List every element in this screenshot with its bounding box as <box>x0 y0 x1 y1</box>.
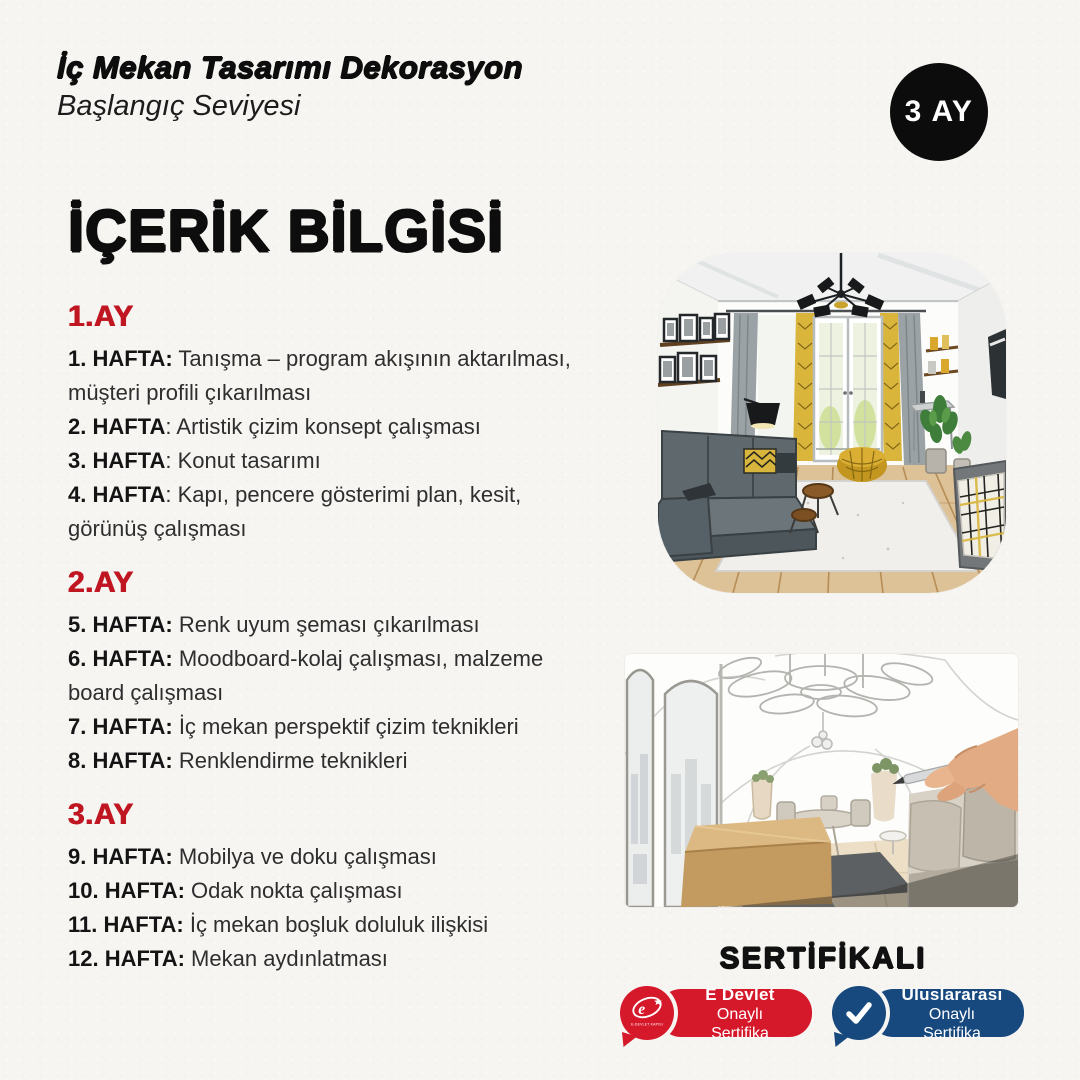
week-label: 6. HAFTA: <box>68 646 173 671</box>
week-item <box>68 874 588 908</box>
badge-subtitle: Onaylı Sertifika <box>923 1006 981 1042</box>
week-label: 2. HAFTA <box>68 414 166 439</box>
week-label: 10. HAFTA: <box>68 878 185 903</box>
living-room-illustration <box>658 253 1006 593</box>
badge-title: Uluslararası <box>901 985 1003 1004</box>
week-separator: : <box>165 414 172 439</box>
week-text: Tanışma – program akışının aktarılması, müşteri profili çıkarılması <box>68 346 571 405</box>
page-title: İÇERİK BİLGİSİ <box>68 199 505 264</box>
week-item <box>68 942 588 976</box>
week-text: İç mekan perspektif çizim teknikleri <box>172 714 519 739</box>
sofa <box>658 431 816 561</box>
week-item <box>68 608 588 642</box>
course-title: İç Mekan Tasarımı Dekorasyon <box>57 50 523 85</box>
week-text: Artistik çizim konsept çalışması <box>171 414 481 439</box>
badge-title: E Devlet <box>705 985 775 1004</box>
month-section-2 <box>68 566 588 778</box>
week-item <box>68 444 588 478</box>
e-devlet-pill <box>658 985 812 1042</box>
month-heading: 2.AY <box>68 566 134 599</box>
week-label: 3. HAFTA <box>68 448 166 473</box>
month-heading: 1.AY <box>68 300 134 333</box>
week-item <box>68 410 588 444</box>
blanket-chair <box>954 461 1006 571</box>
week-text: Mobilya ve doku çalışması <box>172 844 437 869</box>
week-separator: : <box>165 448 172 473</box>
week-text: Kapı, pencere gösterimi plan, kesit, görünüş çalışması <box>68 482 522 541</box>
curriculum-list <box>68 300 588 996</box>
badge-subtitle: Onaylı Sertifika <box>711 1006 769 1042</box>
week-label: 7. HAFTA: <box>68 714 173 739</box>
week-item <box>68 478 588 546</box>
week-text: Odak nokta çalışması <box>184 878 403 903</box>
course-level: Başlangıç Seviyesi <box>57 90 301 122</box>
week-text: İç mekan boşluk doluluk ilişkisi <box>183 912 489 937</box>
checkmark-glyph <box>839 993 879 1033</box>
week-label: 1. HAFTA: <box>68 346 173 371</box>
duration-badge <box>890 63 988 161</box>
e-devlet-badge <box>620 986 812 1040</box>
month-heading: 3.AY <box>68 798 134 831</box>
month-section-3 <box>68 798 588 976</box>
watercolor-living-room-image <box>658 253 1006 593</box>
interior-render-illustration <box>625 654 1018 907</box>
week-label: 4. HAFTA <box>68 482 166 507</box>
week-label: 11. HAFTA: <box>68 912 184 937</box>
checkmark-icon <box>832 986 886 1040</box>
week-item <box>68 710 588 744</box>
e-devlet-logo <box>625 991 669 1035</box>
interior-sketch-render-image <box>625 654 1018 907</box>
e-devlet-caption: E-DEVLET KAPISI <box>631 1022 663 1027</box>
week-item <box>68 642 588 710</box>
certification-badges <box>620 986 1024 1040</box>
week-separator: : <box>165 482 172 507</box>
week-label: 5. HAFTA: <box>68 612 173 637</box>
week-text: Konut tasarımı <box>171 448 321 473</box>
svg-text:e: e <box>638 1001 646 1019</box>
week-text: Renklendirme teknikleri <box>172 748 408 773</box>
week-label: 9. HAFTA: <box>68 844 173 869</box>
gold-pouf <box>837 447 887 482</box>
duration-badge-label: 3 AY <box>904 95 974 128</box>
badge-tail <box>834 1032 849 1047</box>
certification-heading: SERTİFİKALI <box>719 942 927 975</box>
month-section-1 <box>68 300 588 546</box>
international-pill <box>870 985 1024 1042</box>
week-text: Renk uyum şeması çıkarılması <box>172 612 480 637</box>
week-item <box>68 744 588 778</box>
international-badge <box>832 986 1024 1040</box>
e-devlet-logo-icon <box>620 986 674 1040</box>
week-item <box>68 342 588 410</box>
ottoman <box>681 817 832 907</box>
week-label: 12. HAFTA: <box>68 946 185 971</box>
week-text: Moodboard-kolaj çalışması, malzeme board çalışması <box>68 646 544 705</box>
week-item <box>68 908 588 942</box>
week-text: Mekan aydınlatması <box>184 946 388 971</box>
week-item <box>68 840 588 874</box>
week-label: 8. HAFTA: <box>68 748 173 773</box>
